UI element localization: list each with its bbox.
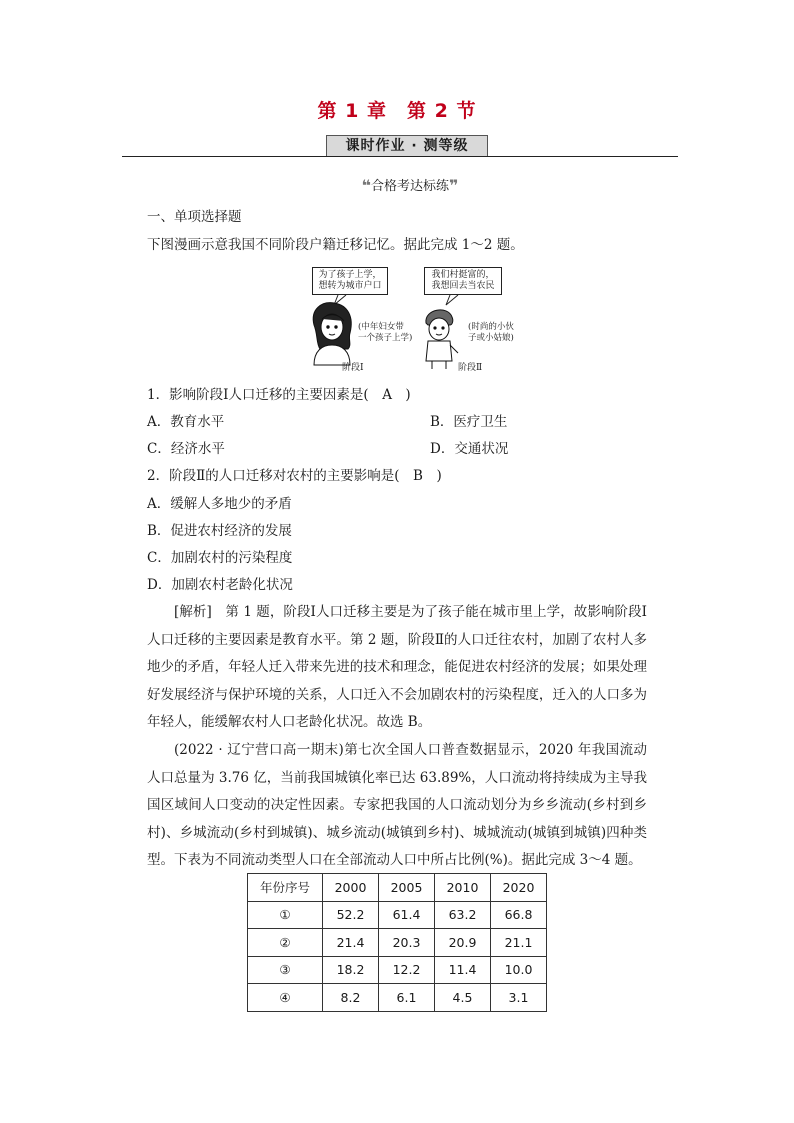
question-1-stem: 1．影响阶段Ⅰ人口迁移的主要因素是( A ) (147, 387, 411, 403)
table-cell: 61.4 (379, 901, 435, 929)
table-cell: 11.4 (435, 956, 491, 984)
table-cell: 12.2 (379, 956, 435, 984)
question-2-option-c: C．加剧农村的污染程度 (147, 550, 293, 566)
table-cell: ④ (248, 984, 323, 1012)
table-cell: ② (248, 929, 323, 957)
speech-bubble-stage-1: 为了孩子上学，想转为城市户口 (312, 267, 388, 295)
table-row (248, 929, 547, 957)
table-header-cell: 2020 (491, 874, 547, 902)
table-cell: ③ (248, 956, 323, 984)
table-cell: 21.4 (323, 929, 379, 957)
table-cell: 20.3 (379, 929, 435, 957)
table-cell: 21.1 (491, 929, 547, 957)
table-cell: 66.8 (491, 901, 547, 929)
question-2-option-b: B．促进农村经济的发展 (147, 523, 292, 539)
migration-cartoon (300, 265, 550, 377)
table-header-cell: 2000 (323, 874, 379, 902)
table-cell: 63.2 (435, 901, 491, 929)
homework-badge: 课时作业 · 测等级 (326, 135, 488, 157)
woman-figure (313, 303, 351, 365)
note-stage-2-line-2: 子或小姑娘) (468, 333, 514, 343)
table-cell: ① (248, 901, 323, 929)
table-header-cell: 年份序号 (248, 874, 323, 902)
table-cell: 6.1 (379, 984, 435, 1012)
table-header-row (248, 874, 547, 902)
table-cell: 8.2 (323, 984, 379, 1012)
left-quote-icon: ❝ (361, 176, 371, 195)
table-cell: 18.2 (323, 956, 379, 984)
migration-ratio-table (247, 873, 547, 1012)
section-title: 合格考达标练 (370, 179, 449, 194)
table-cell: 10.0 (491, 956, 547, 984)
question-1-option-a: A．教育水平 (147, 414, 225, 430)
table-cell: 52.2 (323, 901, 379, 929)
table-row (248, 984, 547, 1012)
table-row (248, 901, 547, 929)
table-header-cell: 2010 (435, 874, 491, 902)
question-2-option-a: A．缓解人多地少的矛盾 (147, 496, 292, 512)
intro-question-1-2: 下图漫画示意我国不同阶段户籍迁移记忆。据此完成 1～2 题。 (147, 237, 524, 253)
chapter-title: 第 1 章 第 2 节 (317, 100, 477, 122)
section-banner (340, 177, 480, 195)
table-cell: 3.1 (491, 984, 547, 1012)
table-row (248, 956, 547, 984)
speech-bubble-stage-2: 我们村挺富的，我想回去当农民 (424, 267, 502, 295)
part-heading: 一、单项选择题 (147, 209, 242, 225)
right-quote-icon: ❞ (449, 176, 459, 195)
stage-1-label: 阶段Ⅰ (342, 363, 364, 373)
intro-question-3-4: (2022 · 辽宁营口高一期末)第七次全国人口普查数据显示，2020 年我国流动人口总量为 3.76 亿，当前我国城镇化率已达 63.89%，人口流动将持续成为主导我国区域间人口变动的决定性因素。专家把我国的人口流动划分为乡乡流动(乡村到乡村)、乡城流动(乡村到城镇)、城乡流动(城镇到乡村)、城城流动(城镇到城镇)四种类型。下表为不同流动类型人口在全部流动人口中所占比例(%)。据此完成 3～4 题。 (147, 742, 647, 868)
question-2-stem: 2．阶段Ⅱ的人口迁移对农村的主要影响是( B ) (147, 468, 442, 484)
question-2-option-d: D．加剧农村老龄化状况 (147, 577, 293, 593)
young-person-figure (426, 310, 458, 369)
question-1-option-c: C．经济水平 (147, 441, 225, 457)
question-1-option-b: B．医疗卫生 (430, 414, 508, 430)
analysis-paragraph: [解析] 第 1 题，阶段Ⅰ人口迁移主要是为了孩子能在城市里上学，故影响阶段Ⅰ人口迁移的主要因素是教育水平。第 2 题，阶段Ⅱ的人口迁往农村，加剧了农村人多地少的矛盾，年轻人迁入带来先进的技术和理念，能促进农村经济的发展；如果处理好发展经济与保护环境的关系，人口迁入不会加剧农村的污染程度，迁入的人口多为年轻人，能缓解农村人口老龄化状况。故选 B。 (147, 604, 647, 730)
table-cell: 4.5 (435, 984, 491, 1012)
note-stage-2-line-1: (时尚的小伙 (468, 322, 514, 332)
table-header-cell: 2005 (379, 874, 435, 902)
note-stage-1-line-2: 一个孩子上学) (358, 333, 413, 343)
question-1-option-d: D．交通状况 (430, 441, 509, 457)
header-divider (122, 156, 678, 157)
note-stage-1-line-1: (中年妇女带 (358, 322, 404, 332)
table-cell: 20.9 (435, 929, 491, 957)
stage-2-label: 阶段Ⅱ (458, 363, 483, 373)
